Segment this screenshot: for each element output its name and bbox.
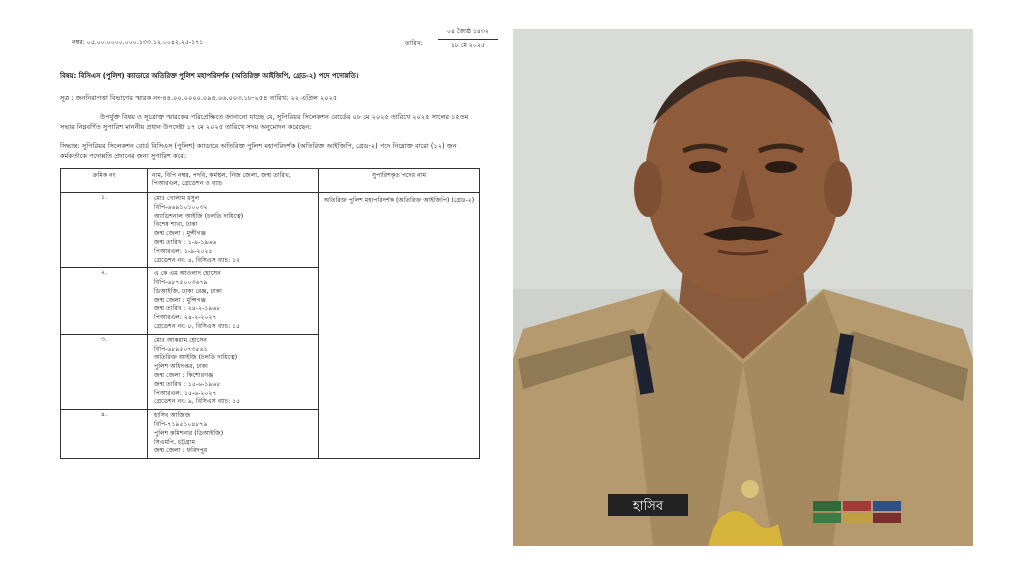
recommended-post-cell: অতিরিক্ত পুলিশ মহাপরিদর্শক (অতিরিক্ত আইজিপি) (গ্রেড-২) xyxy=(319,192,480,458)
officer-portrait-illustration xyxy=(513,29,973,546)
name-tag-text: হাসিব xyxy=(632,499,664,514)
column-header-serial: ক্রমিক নং xyxy=(61,168,148,192)
officer-detail-line: বিপি-৭১৯৫১০৪৮৭৯ xyxy=(154,421,208,429)
officer-detail-line: মোঃ আকরাম হোসেন xyxy=(154,336,207,344)
table-row xyxy=(61,192,480,267)
date-label: তারিখ: xyxy=(405,40,423,47)
officer-detail-line: এ কে এম আওলাদ হোসেন xyxy=(154,270,221,278)
serial-cell: ২. xyxy=(61,268,148,335)
reference-line: সূত্র : জননিরাপত্তা বিভাগের স্মারক নং-৪৪.০০.০০০০.০৯৪.০৬.০০৩.১৮-২৫৪ তারিখ: ২২ এপ্রিল ২০২৫ xyxy=(60,93,338,102)
document-header xyxy=(60,28,489,58)
table-header-row xyxy=(61,168,480,192)
officer-detail-line: গ্রেডেশন নং: ৯, বিসিএস ব্যাচ: ১৫ xyxy=(154,398,241,406)
date-box xyxy=(438,28,498,51)
uniform-button xyxy=(741,480,759,498)
date-bangla: ০৪ জ্যৈষ্ঠ ১৪৩২ xyxy=(438,28,498,40)
government-order-document xyxy=(0,0,510,575)
officer-detail-line: জন্ম জেলা : মুন্সীগঞ্জ xyxy=(154,230,207,238)
officer-detail-line: পুলিশ কমিশনার (ডিআইজি) xyxy=(154,429,224,437)
serial-cell: ৩. xyxy=(61,334,148,409)
officer-detail-line: পিআরএল: ১৫-৬-২০২৭ xyxy=(154,389,217,397)
officer-detail-line: বিপি-৬৬৯১০১০০৩২ xyxy=(154,203,208,211)
officer-detail-line: পুলিশ অধিদপ্তর, ঢাকা xyxy=(154,363,208,371)
officer-detail-line: অ্যাডিশনাল আইজি (চলতি দায়িত্বে) xyxy=(154,212,244,220)
officer-details-cell xyxy=(148,268,319,335)
officers-table xyxy=(60,168,480,460)
officer-detail-line: জন্ম তারিখ : ২৪-২-১৯৬৮ xyxy=(154,305,221,313)
officer-details-cell xyxy=(148,192,319,267)
serial-cell: ১. xyxy=(61,192,148,267)
document-body xyxy=(60,28,489,459)
memo-number: নম্বর: ০৫.০০.০০০০.০০০.১৩৩.১২.০০৪২.২৫-১৭১ xyxy=(72,39,204,46)
table-body xyxy=(61,192,480,458)
officer-detail-line: জন্ম জেলা : মুন্সিগঞ্জ xyxy=(154,296,207,304)
officer-detail-line: পিআরএল: ১-৯-২০২৫ xyxy=(154,247,213,255)
officer-detail-line: গ্রেডেশন নং: ৮, বিসিএস ব্যাচ: ১৫ xyxy=(154,323,241,331)
officer-detail-line: হাসিব আজিজ xyxy=(154,412,191,420)
intro-paragraph: উপর্যুক্ত বিষয় ও সূত্রোক্ত স্মারকের পরিপ্রেক্ষিতে জানানো যাচ্ছে যে, সুপিরিয়র সিলেকশন বোর্ডের ০৮ মে ২০২৫ তারিখে ২০২৫ সালের ১৫তম সভার নিম্নবর্ণিত সুপারিশ মাননীয় প্রধান উপদেষ্টা ১৭ মে ২০২৫ তারিখে সদয় অনুমোদন করেছেন: xyxy=(60,113,469,131)
officer-detail-line: অতিরিক্ত আইজি (চলতি দায়িত্বে) xyxy=(154,354,238,362)
officer-detail-line: জন্ম জেলা : কিশোরগঞ্জ xyxy=(154,372,214,380)
officer-detail-line: বিপি-৬৮৯৫০৭৩৫৬১ xyxy=(154,345,208,353)
officer-detail-line: জন্ম জেলা : ফরিদপুর xyxy=(154,447,208,455)
officer-detail-line: গ্রেডেশন নং: ৪, বিসিএস ব্যাচ: ১২ xyxy=(154,256,241,264)
officer-detail-line: জন্ম তারিখ : ১-৯-১৯৬৬ xyxy=(154,238,217,246)
officer-detail-line: মোঃ গোলাম রসুল xyxy=(154,194,200,202)
subject-line: বিষয়: বিসিএস (পুলিশ) ক্যাডারে অতিরিক্ত পুলিশ মহাপরিদর্শক (অতিরিক্ত আইজিপি, গ্রেড-২) পদে পদোন্নতি। xyxy=(60,72,359,80)
officer-detail-line: জন্ম তারিখ : ১৫-৬-১৯৬৮ xyxy=(154,380,221,388)
officer-detail-line: পিআরএল: ২৪-২-২০২৭ xyxy=(154,314,217,322)
decision-paragraph: সিদ্ধান্ত: সুপিরিয়র সিলেকশন বোর্ড বিসিএস (পুলিশ) ক্যাডারে অতিরিক্ত পুলিশ মহাপরিদর্শক (অতিরিক্ত আইজিপি, গ্রেড-২) পদে নিম্নোক্ত বারো (১২) জন কর্মকর্তাকে পদোন্নতি প্রদানের জন্য সুপারিশ করে: xyxy=(60,142,457,161)
officer-detail-line: সিএমপি, চট্টগ্রাম xyxy=(154,438,196,446)
officer-photo xyxy=(513,29,973,546)
date-english: ১৮ মে ২০২৫ xyxy=(451,41,485,49)
serial-cell: ৪. xyxy=(61,410,148,459)
column-header-recommended-post: সুপারিশকৃত পদের নাম xyxy=(319,168,480,192)
officer-details-cell xyxy=(148,334,319,409)
column-header-details: নাম, বিপি নম্বর, পদবি, কর্মস্থল, নিজ জেলা, জন্ম তারিখ, পিআরএল, গ্রেডেশন ও ব্যাচ xyxy=(148,168,319,192)
officer-details-cell xyxy=(148,410,319,459)
officer-detail-line: বিশেষ শাখা, ঢাকা xyxy=(154,221,198,229)
officer-detail-line: ডিআইজি, ঢাকা রেঞ্জ, ঢাকা xyxy=(154,287,222,295)
officer-detail-line: বিপি-৬৮৭৫০০৩৬৭৯ xyxy=(154,279,208,287)
